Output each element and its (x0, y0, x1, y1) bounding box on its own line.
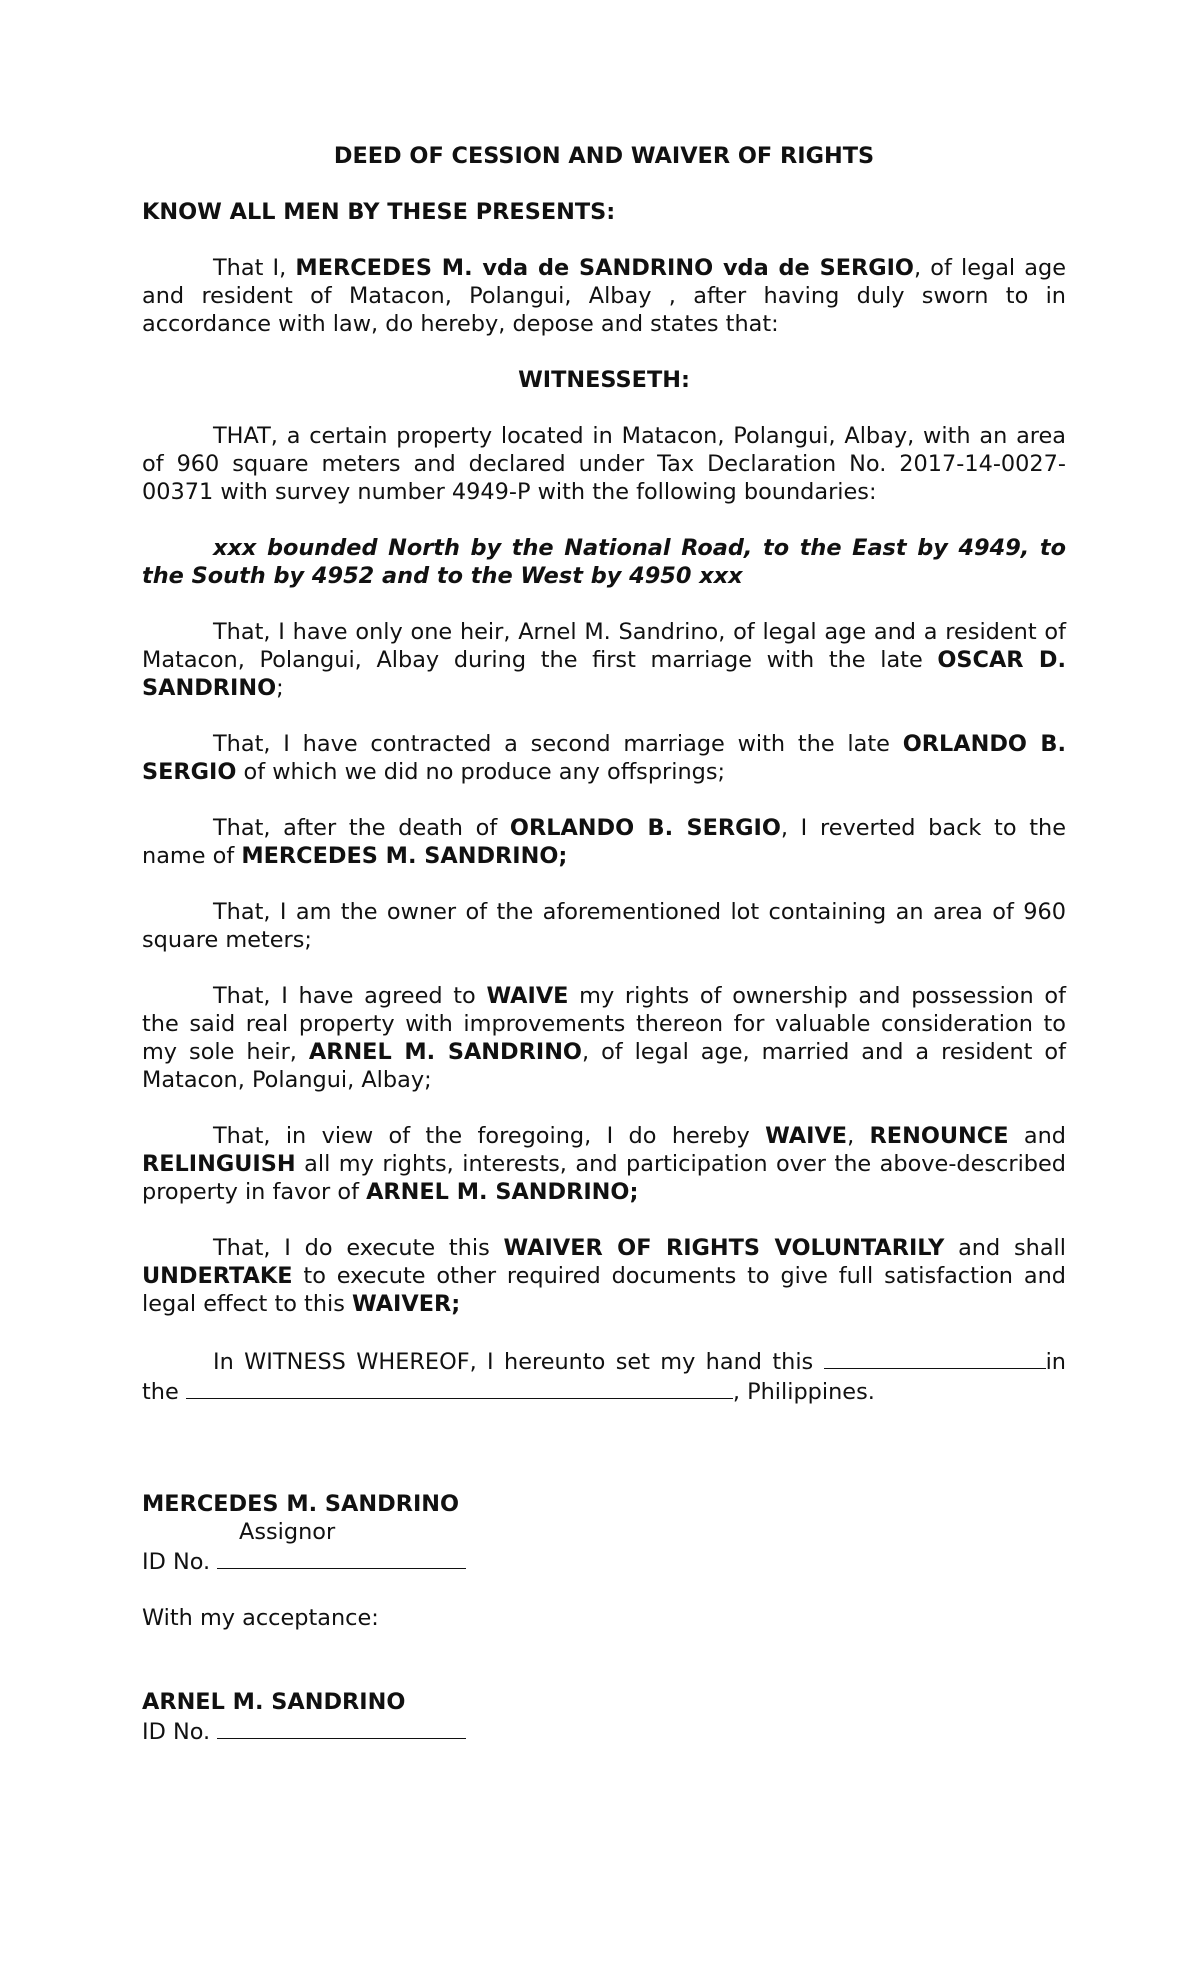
document-title: DEED OF CESSION AND WAIVER OF RIGHTS (333, 143, 875, 169)
witnesseth-heading: WITNESSETH: (518, 367, 690, 393)
reverted-paragraph (142, 814, 1066, 870)
heir-text-2: ; (276, 675, 284, 701)
declarant-name: MERCEDES M. vda de SANDRINO vda de SERGIO (295, 255, 914, 281)
foregoing-waive: WAIVE (765, 1123, 848, 1149)
agreed-text-1: That, I have agreed to (213, 983, 487, 1009)
execute-text-3: to execute other required documents to give full satisfaction and legal effect to this (142, 1263, 1066, 1317)
assignor-id-label: ID No. (142, 1549, 218, 1575)
execute-undertake: UNDERTAKE (142, 1263, 293, 1289)
witness-whereof-paragraph (142, 1346, 1066, 1406)
opening-heading: KNOW ALL MEN BY THESE PRESENTS: (142, 199, 616, 225)
assignee-spacer (142, 1632, 1066, 1688)
foregoing-comma: , (847, 1123, 870, 1149)
execute-text-1: That, I do execute this (213, 1235, 504, 1261)
reverted-text-1: That, after the death of (213, 815, 510, 841)
second-husband-name: ORLANDO B. SERGIO (142, 731, 1066, 785)
witness-whereof-text-2: in the (142, 1349, 1066, 1405)
assignor-role: Assignor (239, 1519, 336, 1545)
reverted-name-2: MERCEDES M. SANDRINO; (241, 843, 568, 869)
assignee-id-field[interactable] (217, 1716, 466, 1739)
execute-paragraph (142, 1234, 1066, 1318)
second-marriage-text-2: of which we did no produce any offsprings; (236, 759, 726, 785)
place-blank-field[interactable] (186, 1376, 733, 1399)
assignor-id-line (142, 1546, 1066, 1576)
witness-whereof-text-3: , Philippines. (732, 1379, 875, 1405)
reverted-text-2: , I reverted back to the name of (142, 815, 1066, 869)
intro-text-2: , of legal age and resident of Matacon, Polangui, Albay , after having duly sworn to in accordance with law, do hereby, depose and states that: (142, 255, 1066, 337)
second-marriage-text-1: That, I have contracted a second marriage with the late (213, 731, 903, 757)
owner-paragraph: That, I am the owner of the aforementioned lot containing an area of 960 square meters; (142, 899, 1066, 953)
reverted-name-1: ORLANDO B. SERGIO (509, 815, 781, 841)
foregoing-relinquish: RELINGUISH (142, 1151, 296, 1177)
heir-text-1: That, I have only one heir, Arnel M. Sandrino, of legal age and a resident of Matacon, Polangui, Albay during the first marriage with the late (142, 619, 1066, 673)
acceptance-spacer (142, 1576, 1066, 1604)
first-husband-name: OSCAR D. SANDRINO (142, 647, 1066, 701)
agreed-waive: WAIVE (486, 983, 569, 1009)
foregoing-paragraph (142, 1122, 1066, 1206)
assignee-id-line (142, 1716, 1066, 1746)
foregoing-renounce: RENOUNCE (869, 1123, 1009, 1149)
second-marriage-paragraph (142, 730, 1066, 786)
intro-text-1: That I, (213, 255, 296, 281)
assignee-id-label: ID No. (142, 1719, 218, 1745)
signature-spacer (142, 1434, 1066, 1490)
boundaries-paragraph: xxx bounded North by the National Road, to the East by 4949, to the South by 4952 and to the West by 4950 xxx (142, 535, 1066, 589)
agreed-paragraph (142, 982, 1066, 1094)
assignor-signature-block (142, 1490, 1066, 1576)
execute-text-2: and shall (944, 1235, 1066, 1261)
acceptance-label: With my acceptance: (142, 1605, 379, 1631)
heir-paragraph (142, 618, 1066, 702)
assignee-name: ARNEL M. SANDRINO (142, 1689, 406, 1715)
witness-whereof-text-1: In WITNESS WHEREOF, I hereunto set my hand this (213, 1349, 824, 1375)
property-paragraph: THAT, a certain property located in Matacon, Polangui, Albay, with an area of 960 square meters and declared under Tax Declaration No. 2017-14-0027-00371 with survey number 4949-P with the following boundaries: (142, 423, 1066, 505)
foregoing-and: and (1008, 1123, 1066, 1149)
foregoing-heir-name: ARNEL M. SANDRINO; (366, 1179, 639, 1205)
execute-waiver: WAIVER; (352, 1291, 461, 1317)
assignor-name: MERCEDES M. SANDRINO (142, 1491, 460, 1517)
agreed-heir-name: ARNEL M. SANDRINO (308, 1039, 582, 1065)
assignor-id-field[interactable] (217, 1546, 466, 1569)
intro-paragraph (142, 254, 1066, 338)
assignee-signature-block (142, 1688, 1066, 1746)
agreed-text-3: , of legal age, married and a resident of Matacon, Polangui, Albay; (142, 1039, 1067, 1093)
foregoing-text-2: all my rights, interests, and participation over the above-described property in favor of (142, 1151, 1066, 1205)
date-blank-field[interactable] (824, 1346, 1046, 1369)
foregoing-text-1: That, in view of the foregoing, I do hereby (213, 1123, 766, 1149)
agreed-text-2: my rights of ownership and possession of the said real property with improvements thereon for valuable consideration to my sole heir, (142, 983, 1066, 1065)
execute-waiver-rights: WAIVER OF RIGHTS VOLUNTARILY (503, 1235, 945, 1261)
